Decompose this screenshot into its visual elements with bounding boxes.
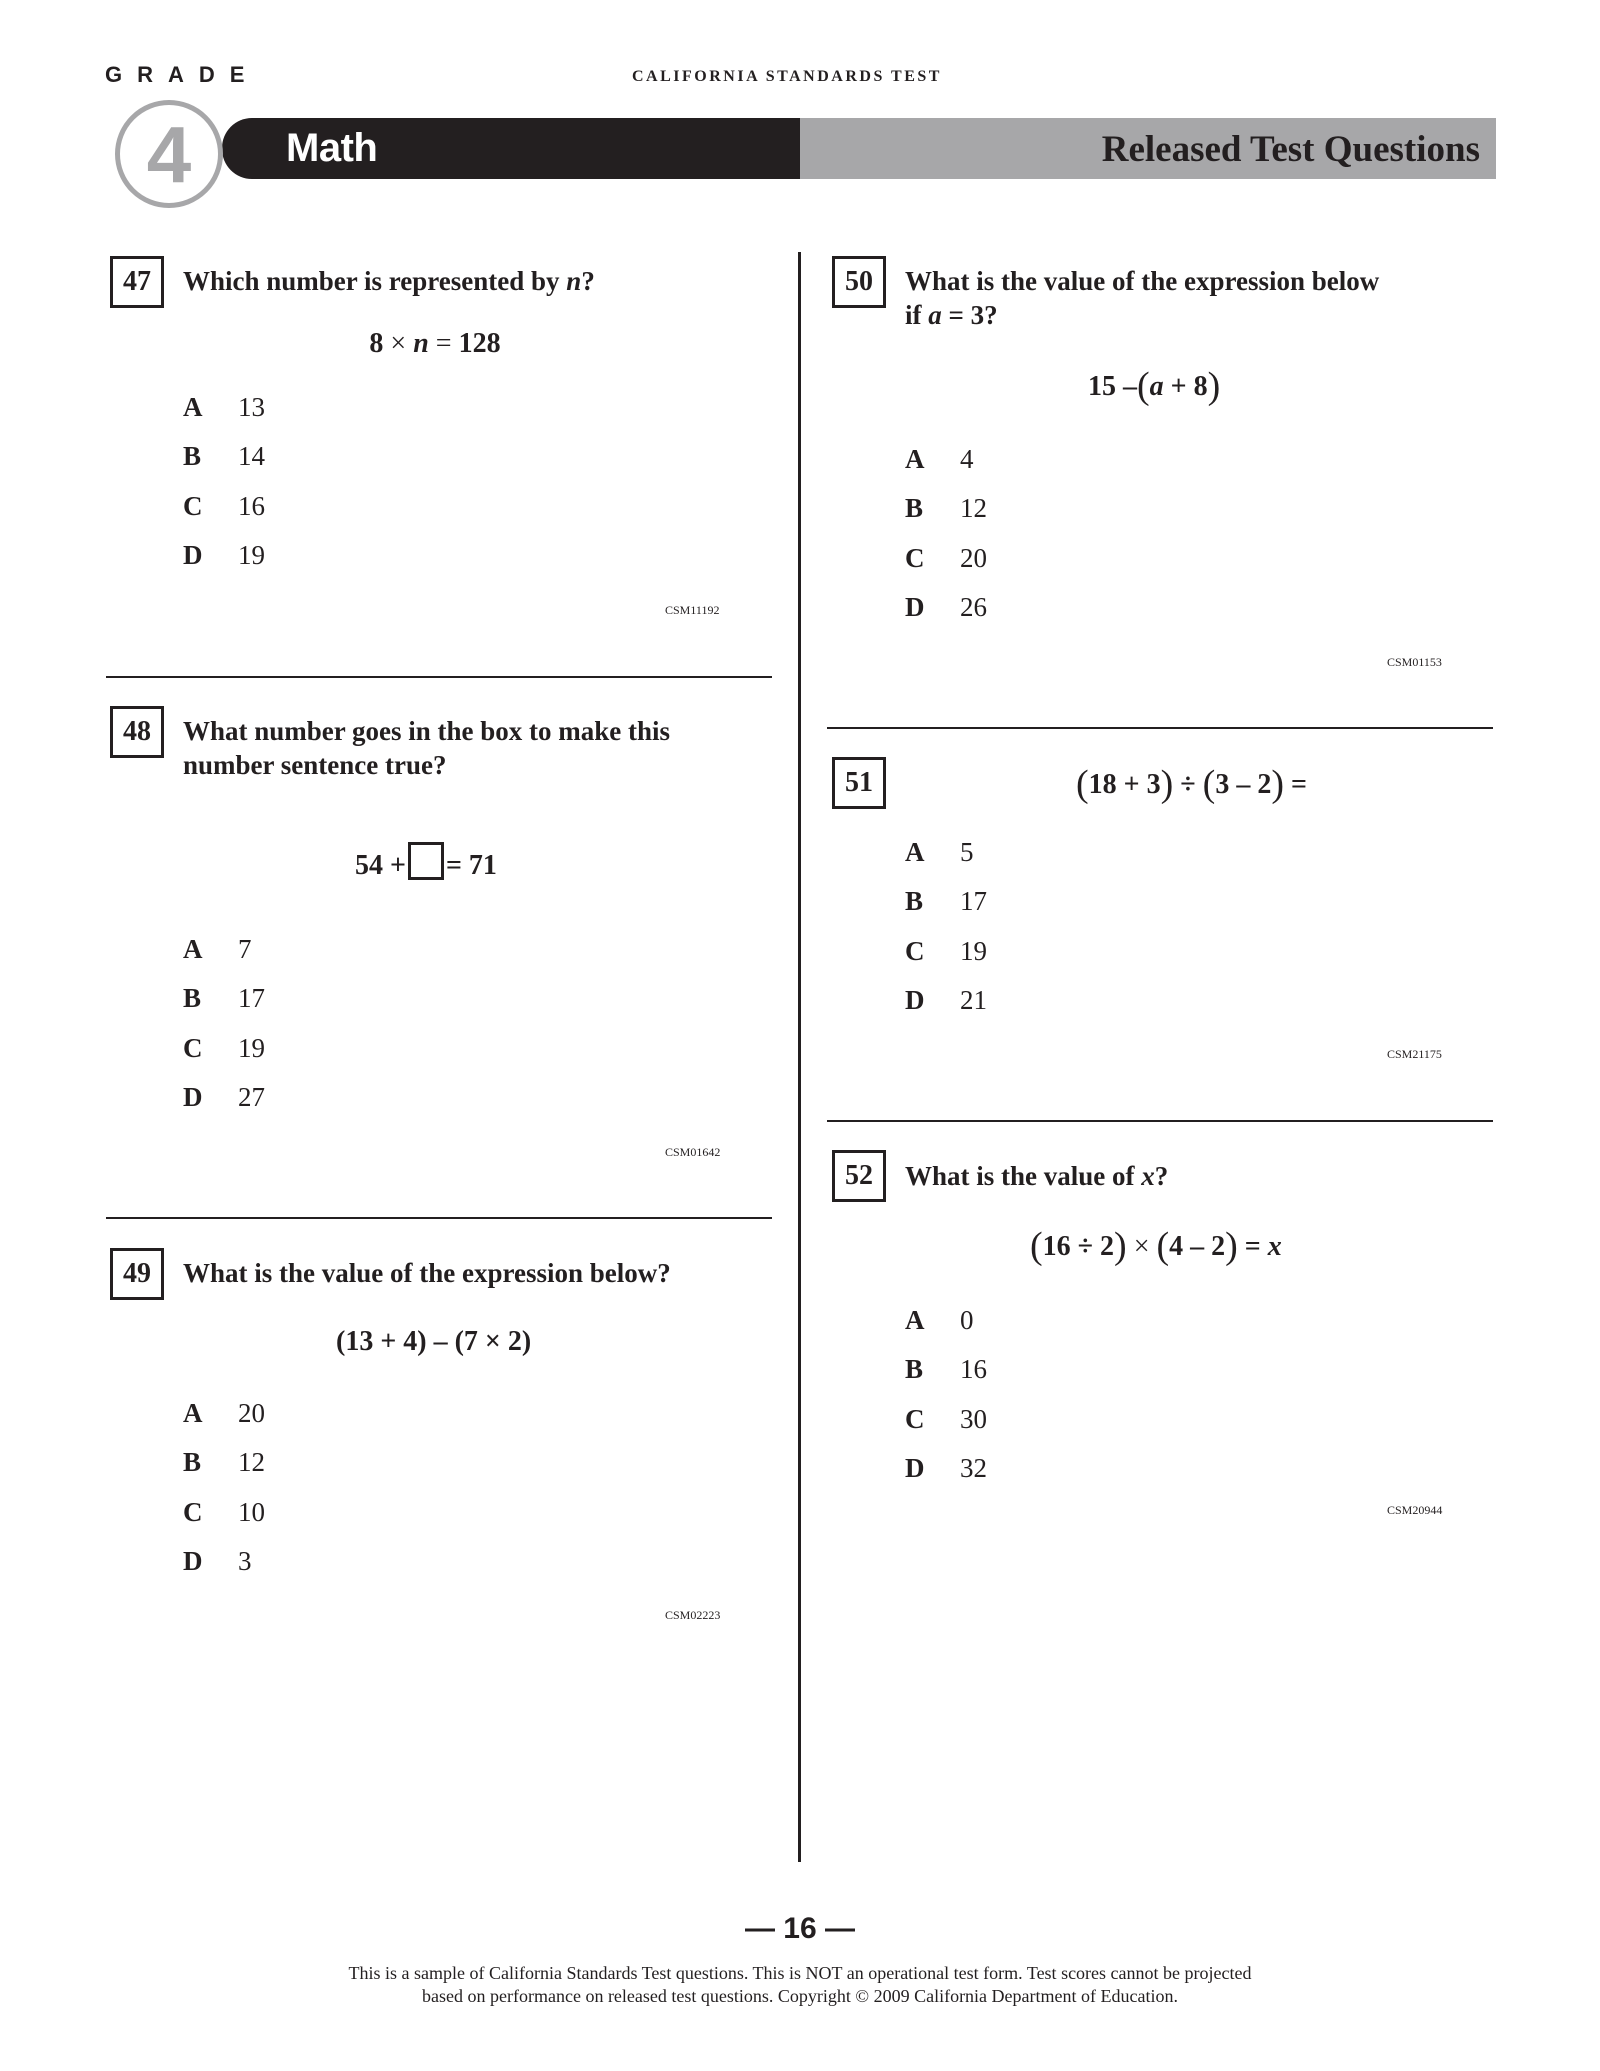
expr-paren: ( [1030, 1225, 1043, 1267]
choice-letter: A [905, 837, 925, 867]
expr-paren: ) [1271, 763, 1284, 805]
answer-choice-a[interactable] [905, 1305, 987, 1354]
choice-letter: D [905, 1452, 925, 1483]
choice-value: 17 [238, 983, 265, 1014]
question-prompt [183, 264, 595, 298]
choice-letter: C [183, 1496, 203, 1527]
expr-part: 8 [369, 328, 384, 359]
question-expression [360, 328, 510, 360]
subject-banner [222, 118, 800, 179]
choice-letter: A [905, 1305, 925, 1335]
question-expression [1030, 1224, 1282, 1268]
question-prompt [905, 1159, 1168, 1193]
answer-choice-a[interactable] [905, 444, 987, 493]
choice-value: 4 [960, 444, 974, 474]
choice-letter: C [183, 490, 203, 521]
choice-value: 20 [238, 1398, 265, 1428]
expr-part: = [435, 328, 452, 359]
answer-choice-c[interactable] [905, 1404, 987, 1453]
disclaimer-line: based on performance on released test questions. Copyright © 2009 California Department of Education. [422, 1986, 1178, 2006]
answer-choices [183, 1398, 265, 1595]
expr-part: 15 – [1088, 371, 1137, 402]
question-prompt [905, 264, 1379, 332]
choice-value: 10 [238, 1496, 265, 1527]
question-number: 49 [110, 1248, 164, 1300]
expr-part: × [390, 328, 407, 359]
choice-value: 16 [960, 1354, 987, 1385]
choice-letter: B [183, 441, 202, 472]
column-divider [798, 252, 801, 1862]
answer-choices [905, 1305, 987, 1502]
grade-label: GRADE [105, 62, 260, 87]
choice-letter: B [905, 886, 924, 917]
answer-choice-d[interactable] [183, 1546, 265, 1595]
answer-choice-b[interactable] [905, 493, 987, 542]
expr-paren: ( [1156, 1225, 1170, 1267]
answer-choice-c[interactable] [183, 1033, 265, 1082]
question-expression [355, 842, 497, 882]
expr-part: 18 + 3 [1088, 769, 1161, 800]
choice-letter: D [905, 591, 925, 622]
choice-value: 21 [960, 984, 987, 1015]
expr-paren: ( [1137, 365, 1150, 407]
page-number: — 16 — [744, 1912, 856, 1945]
expr-part: 128 [458, 328, 501, 359]
expr-part: 3 – 2 [1215, 769, 1272, 800]
choice-value: 13 [238, 392, 265, 422]
choice-value: 16 [238, 490, 265, 521]
answer-choice-b[interactable] [905, 1354, 987, 1403]
expr-paren: ) [1160, 763, 1174, 805]
choice-value: 19 [960, 935, 987, 966]
choice-letter: C [905, 542, 925, 573]
answer-choices [905, 444, 987, 641]
question-divider [106, 1217, 772, 1219]
choice-letter: B [183, 983, 202, 1014]
answer-choice-b[interactable] [183, 441, 265, 490]
prompt-line: What number goes in the box to make this [183, 716, 671, 746]
choice-value: 19 [238, 1032, 265, 1063]
choice-letter: C [183, 1032, 203, 1063]
prompt-variable: n [566, 266, 582, 296]
question-prompt [183, 714, 670, 782]
item-code: CSM11192 [665, 603, 720, 617]
item-code: CSM01642 [665, 1145, 721, 1159]
expr-part: = [1283, 769, 1307, 800]
choice-letter: D [183, 539, 203, 570]
choice-letter: D [905, 984, 925, 1015]
choice-value: 19 [238, 539, 265, 570]
question-number: 51 [832, 757, 886, 809]
answer-choice-d[interactable] [183, 540, 265, 589]
answer-choice-d[interactable] [905, 985, 987, 1034]
choice-value: 26 [960, 591, 987, 622]
question-number: 50 [832, 256, 886, 308]
expr-paren: ( [1202, 763, 1216, 805]
disclaimer-line: This is a sample of California Standards Test questions. This is NOT an operational test form. Test scores cannot be projected [348, 1963, 1252, 1983]
expr-part: = [1237, 1231, 1268, 1262]
question-expression [1088, 364, 1220, 408]
answer-choice-d[interactable] [905, 1453, 987, 1502]
expr-variable: n [413, 328, 429, 359]
item-code: CSM20944 [1387, 1503, 1443, 1517]
expr-paren: ) [1114, 1225, 1127, 1267]
question-prompt: What is the value of the expression below? [183, 1258, 671, 1288]
expr-paren: ( [1076, 763, 1089, 805]
choice-value: 12 [238, 1447, 265, 1478]
choice-value: 7 [238, 934, 252, 964]
answer-choices [905, 837, 987, 1034]
expr-operator: × [1126, 1231, 1157, 1262]
answer-blank-box [408, 842, 444, 880]
expr-variable: x [1267, 1231, 1282, 1262]
prompt-line [905, 298, 1379, 332]
question-number: 48 [110, 706, 164, 758]
choice-value: 14 [238, 441, 265, 472]
choice-letter: D [183, 1545, 203, 1576]
grade-badge [115, 100, 223, 208]
expr-part: = 71 [445, 850, 497, 881]
item-code: CSM21175 [1387, 1047, 1442, 1061]
choice-value: 27 [238, 1081, 265, 1112]
choice-value: 20 [960, 542, 987, 573]
choice-value: 5 [960, 837, 974, 867]
prompt-text: if [905, 300, 929, 330]
answer-choice-d[interactable] [905, 592, 987, 641]
choice-letter: B [905, 1354, 924, 1385]
footer-disclaimer [0, 1962, 1600, 2008]
answer-choice-a[interactable] [183, 934, 265, 983]
answer-choice-c[interactable] [905, 936, 987, 985]
choice-value: 12 [960, 493, 987, 524]
prompt-text: Which number is represented by [183, 266, 567, 296]
prompt-text: = 3? [941, 300, 998, 330]
subject-title: Math [286, 126, 378, 170]
question-divider [106, 676, 772, 678]
test-name: CALIFORNIA STANDARDS TEST [632, 68, 942, 85]
answer-choice-c[interactable] [183, 1497, 265, 1546]
question-divider [827, 727, 1493, 729]
answer-choice-d[interactable] [183, 1082, 265, 1131]
prompt-text: ? [581, 266, 595, 296]
choice-letter: B [183, 1447, 202, 1478]
choice-letter: C [905, 935, 925, 966]
item-code: CSM02223 [665, 1608, 721, 1622]
question-expression [1076, 762, 1307, 806]
choice-letter: A [905, 444, 925, 474]
answer-choice-a[interactable] [905, 837, 987, 886]
answer-choice-c[interactable] [905, 543, 987, 592]
expr-part: 4 – 2 [1169, 1231, 1226, 1262]
choice-letter: D [183, 1081, 203, 1112]
prompt-line: What is the value of the expression below [905, 266, 1380, 296]
expr-part: + 8 [1163, 371, 1208, 402]
answer-choice-b[interactable] [183, 1447, 265, 1496]
choice-value: 32 [960, 1452, 987, 1483]
expr-variable: a [1149, 371, 1164, 402]
grade-number: 4 [146, 110, 192, 199]
choice-value: 17 [960, 886, 987, 917]
prompt-text: What is the value of [905, 1161, 1142, 1191]
prompt-line: number sentence true? [183, 750, 447, 780]
choice-value: 3 [238, 1545, 252, 1576]
prompt-variable: a [928, 300, 942, 330]
expr-operator: ÷ [1173, 769, 1203, 800]
choice-letter: C [905, 1403, 925, 1434]
question-divider [827, 1120, 1493, 1122]
prompt-text: ? [1154, 1161, 1169, 1191]
choice-letter: B [905, 493, 924, 524]
answer-choice-a[interactable] [183, 392, 265, 441]
expr-part: 54 + [355, 850, 406, 881]
answer-choice-b[interactable] [183, 983, 265, 1032]
choice-letter: A [183, 392, 203, 422]
answer-choice-a[interactable] [183, 1398, 265, 1447]
item-code: CSM01153 [1387, 655, 1442, 669]
question-number: 47 [110, 256, 164, 308]
question-number: 52 [832, 1150, 886, 1202]
question-expression: (13 + 4) – (7 × 2) [336, 1326, 532, 1357]
answer-choices [183, 934, 265, 1131]
choice-value: 30 [960, 1403, 987, 1434]
expr-paren: ) [1207, 365, 1221, 407]
expr-paren: ) [1225, 1225, 1238, 1267]
section-banner [800, 118, 1496, 179]
section-title: Released Test Questions [1101, 129, 1480, 170]
prompt-variable: x [1141, 1161, 1155, 1191]
answer-choice-c[interactable] [183, 491, 265, 540]
choice-value: 0 [960, 1305, 974, 1335]
choice-letter: A [183, 934, 203, 964]
answer-choice-b[interactable] [905, 886, 987, 935]
answer-choices [183, 392, 265, 589]
choice-letter: A [183, 1398, 203, 1428]
expr-part: 16 ÷ 2 [1042, 1231, 1115, 1262]
